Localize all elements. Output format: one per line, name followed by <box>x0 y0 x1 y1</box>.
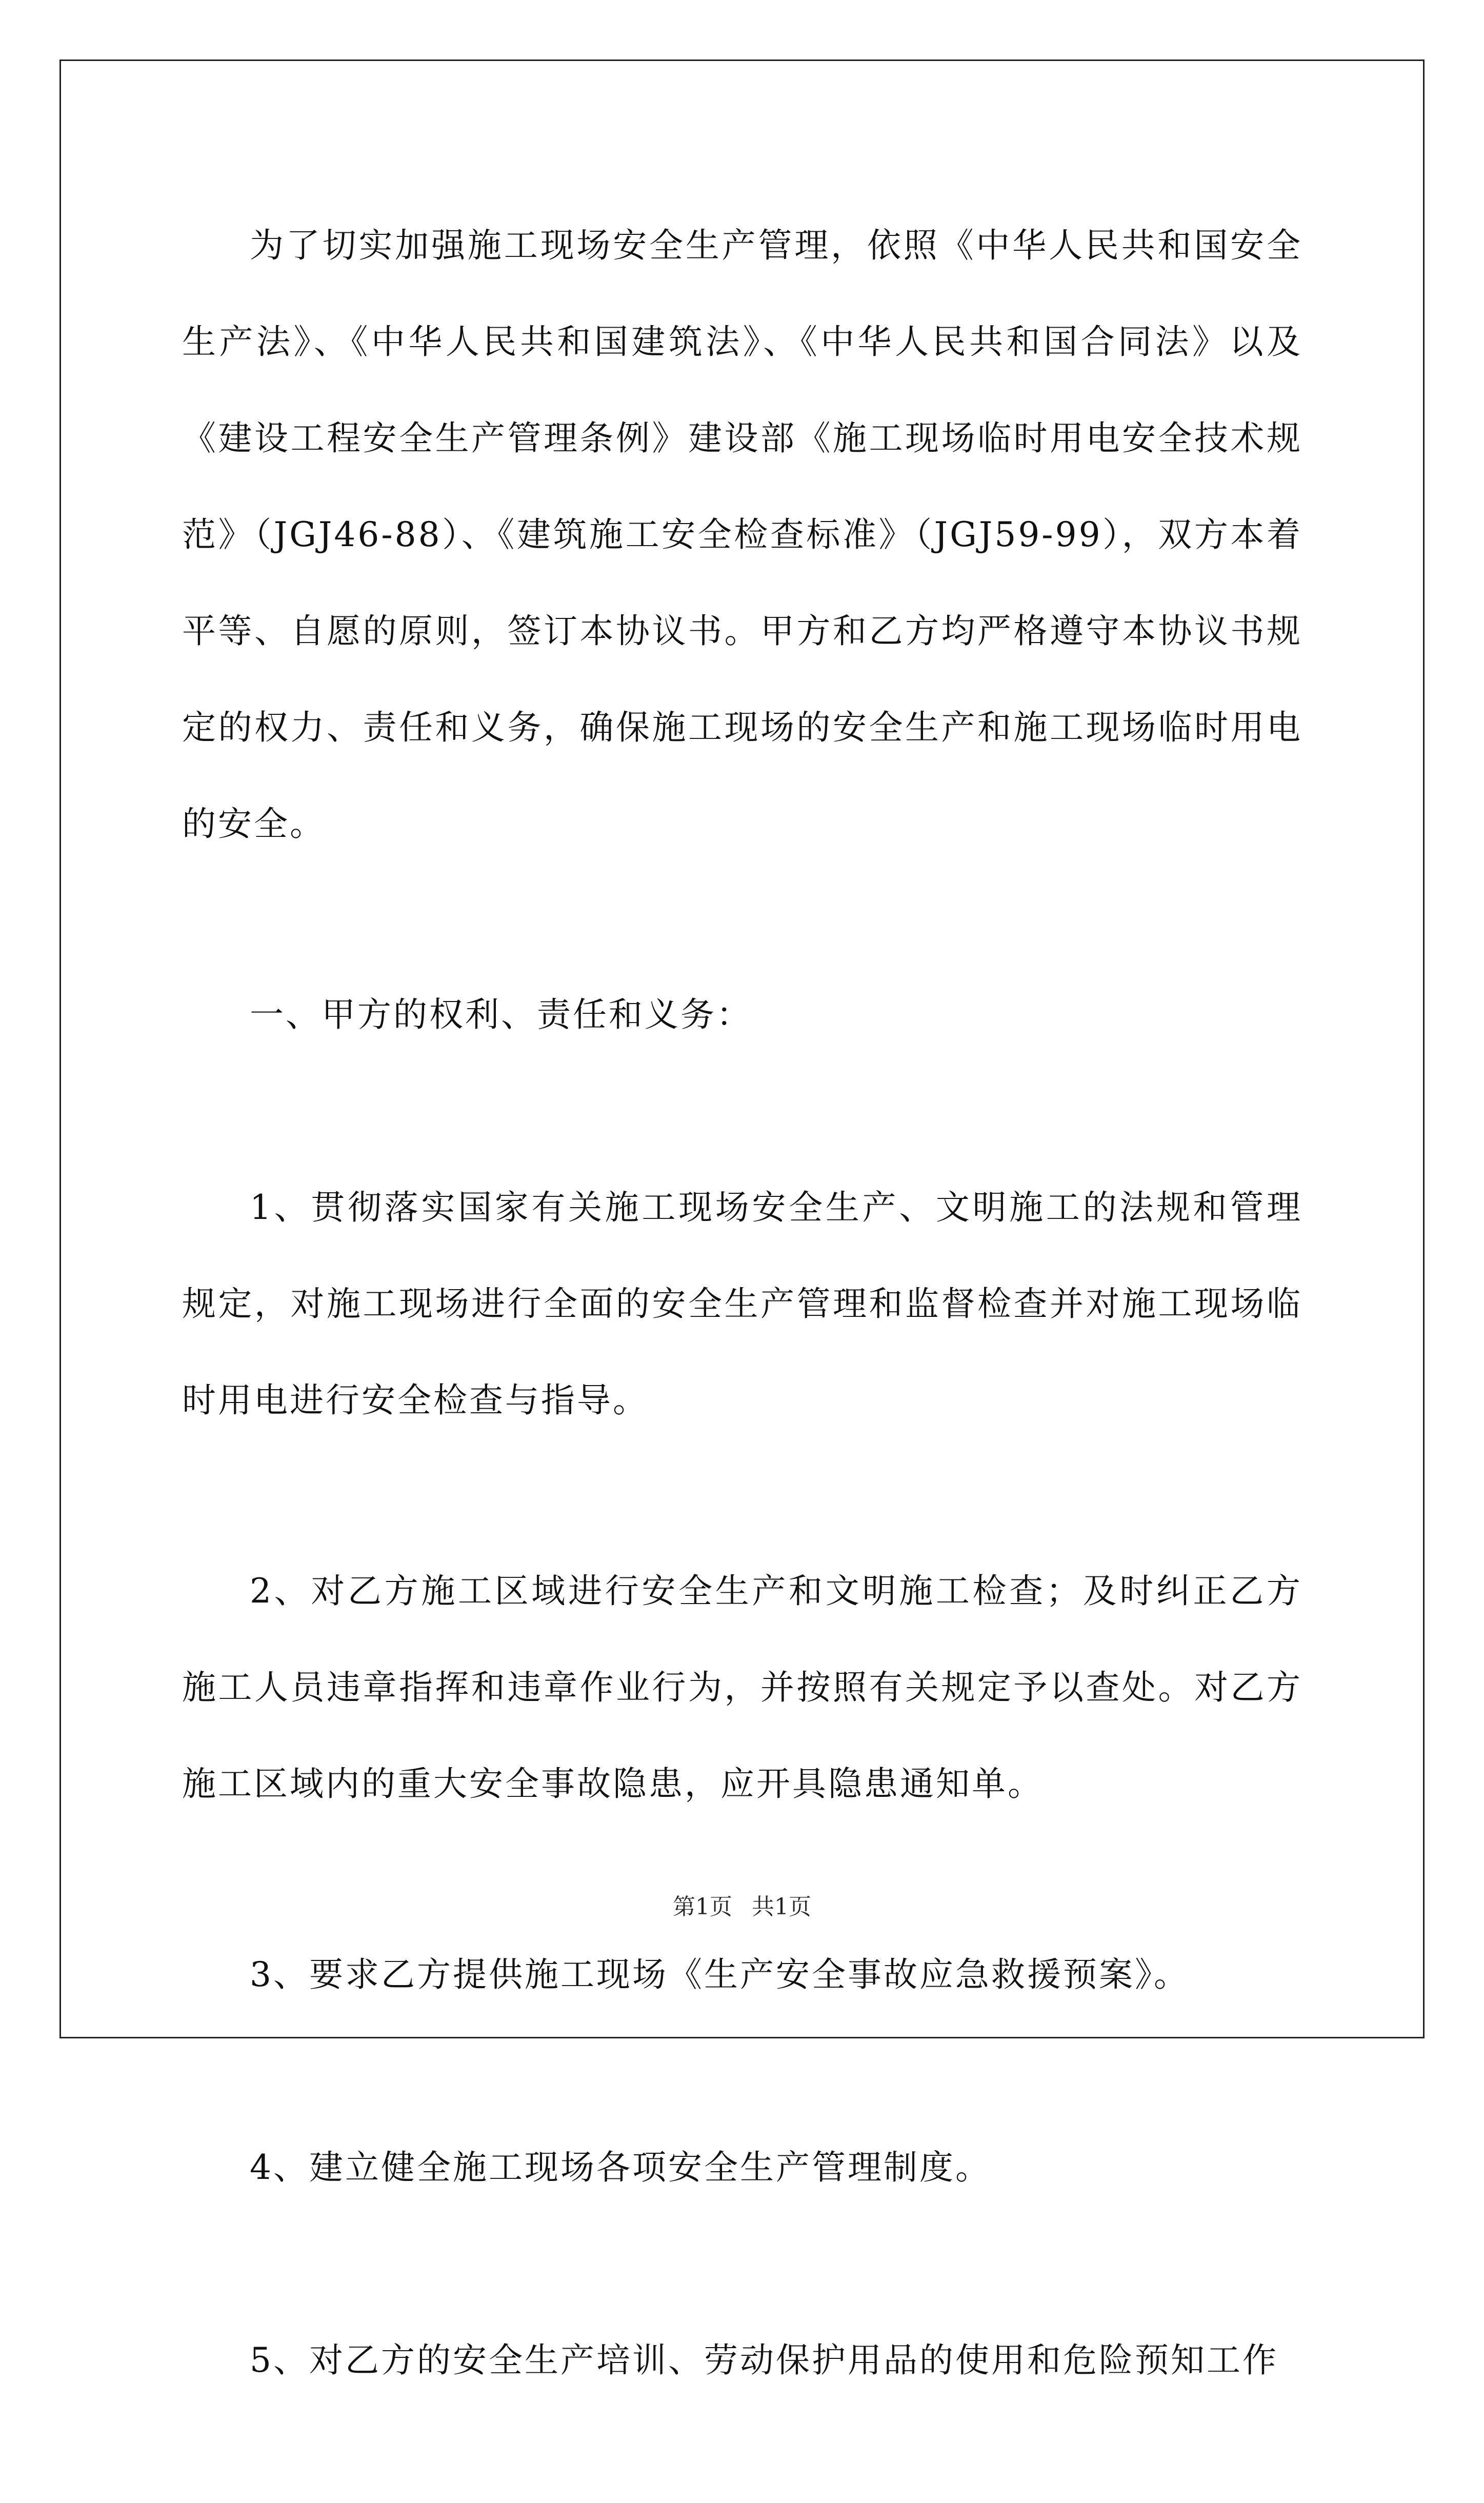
clause-4: 4、建立健全施工现场各项安全生产管理制度。 <box>250 2148 991 2187</box>
page-footer <box>0 1888 1484 1921</box>
clause-1: 1、贯彻落实国家有关施工现场安全生产、文明施工的法规和管理规定，对施工现场进行全面的安全生产管理和监督检查并对施工现场临时用电进行安全检查与指导。 <box>182 1188 1302 1420</box>
document-body <box>182 197 1302 2503</box>
clause-5: 5、对乙方的安全生产培训、劳动保护用品的使用和危险预知工作 <box>250 2340 1278 2380</box>
clause-2: 2、对乙方施工区域进行安全生产和文明施工检查；及时纠正乙方施工人员违章指挥和违章作业行为，并按照有关规定予以查处。对乙方施工区域内的重大安全事故隐患，应开具隐患通知单。 <box>182 1571 1302 1804</box>
page-total: 共1页 <box>752 1894 811 1920</box>
paragraph-intro: 为了切实加强施工现场安全生产管理，依照《中华人民共和国安全生产法》、《中华人民共和国建筑法》、《中华人民共和国合同法》以及《建设工程安全生产管理条例》建设部《施工现场临时用电安全技术规范》（JGJ46-88）、《建筑施工安全检查标准》（JGJ59-99），双方本着平等、自愿的原则，签订本协议书。甲方和乙方均严格遵守本协议书规定的权力、责任和义务，确保施工现场的安全生产和施工现场临时用电的安全。 <box>182 226 1302 844</box>
clause-3: 3、要求乙方提供施工现场《生产安全事故应急救援预案》。 <box>250 1955 1190 1994</box>
page-number: 第1页 <box>673 1894 732 1920</box>
section-heading-party-a: 一、甲方的权利、责任和义务： <box>250 995 752 1034</box>
